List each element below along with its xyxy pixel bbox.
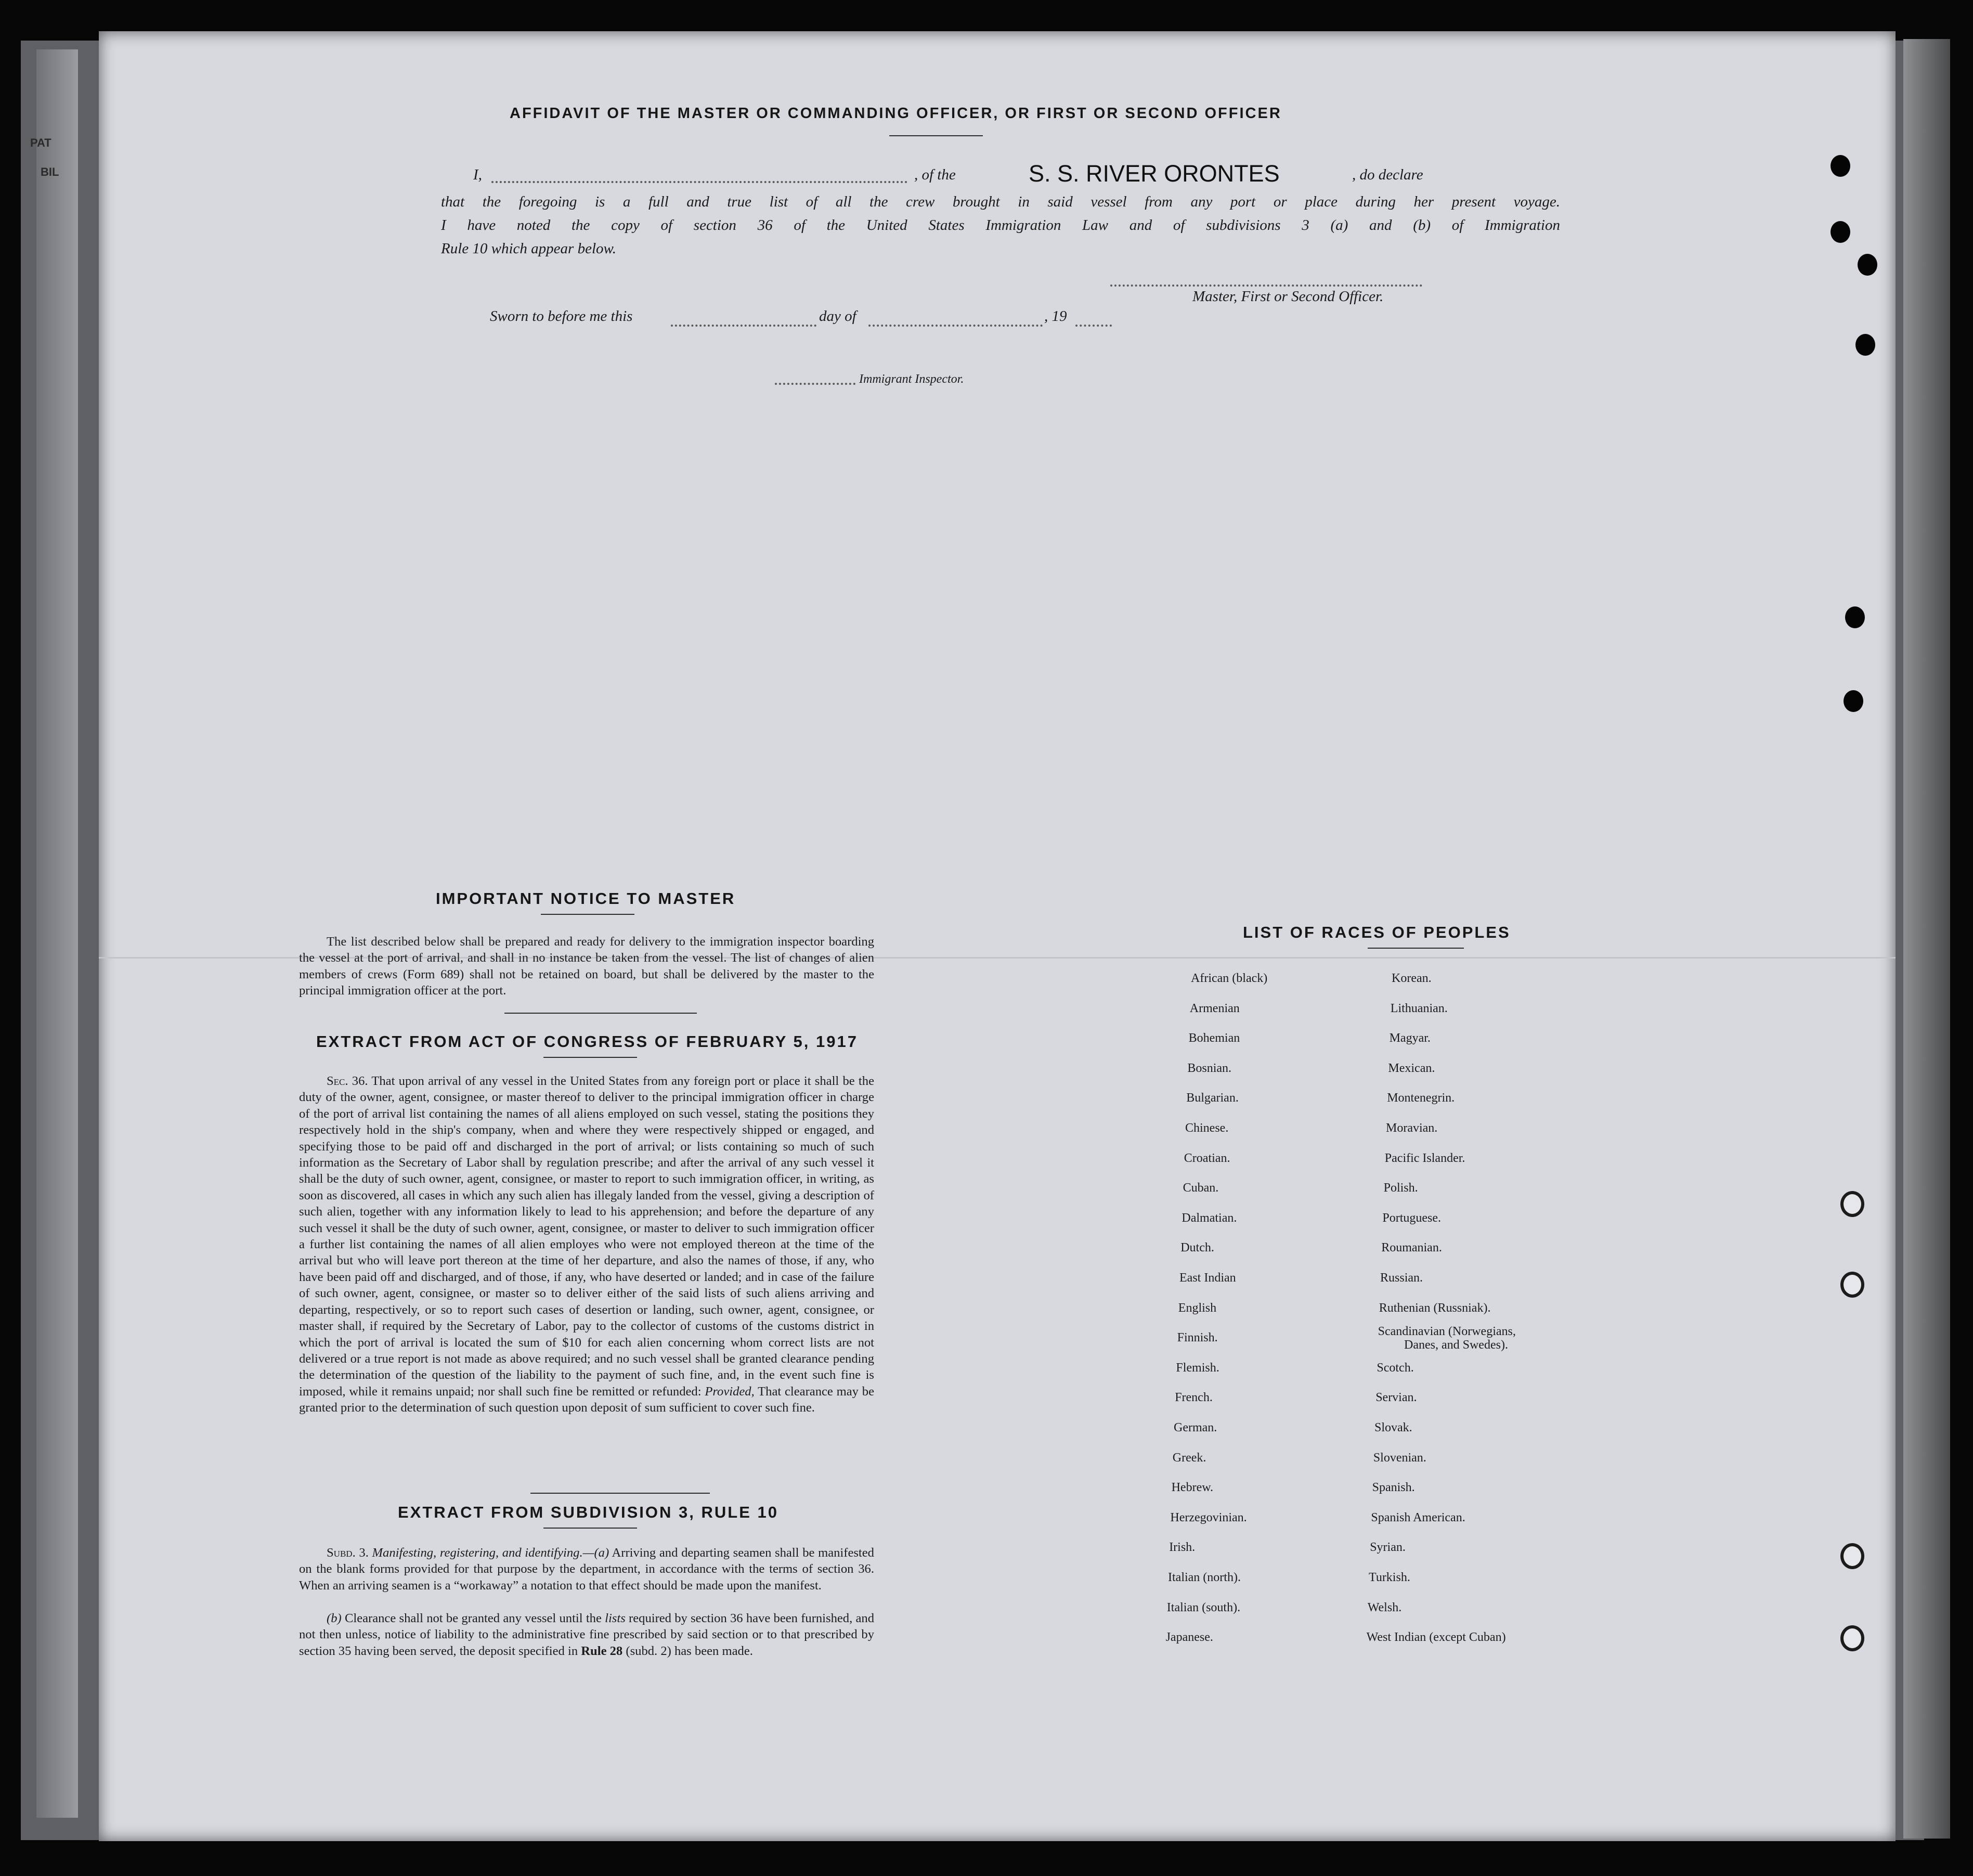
binder-ring: [1840, 1625, 1864, 1651]
race-right-item: Scandinavian (Norwegians,: [1378, 1325, 1516, 1339]
race-left-item: Finnish.: [1177, 1331, 1218, 1345]
edge-label-1: PAT: [30, 136, 51, 149]
officer-title-label: Master, First or Second Officer.: [1192, 288, 1384, 305]
rule10-text-b3: (subd. 2) has been made.: [626, 1644, 753, 1658]
affidavit-title: AFFIDAVIT OF THE MASTER OR COMMANDING OFFICER, OR FIRST OR SECOND OFFICER: [510, 105, 1282, 122]
binder-hole: [1855, 334, 1875, 356]
binder-ring: [1840, 1191, 1864, 1217]
race-left-item: English: [1178, 1301, 1217, 1315]
race-left-item: Irish.: [1169, 1541, 1196, 1555]
affidavit-i-label: I,: [473, 166, 482, 183]
race-left-item: Chinese.: [1185, 1121, 1229, 1135]
race-right-item: Pacific Islander.: [1384, 1151, 1465, 1165]
rule10-text-a: Arriving and departing seamen shall be manifested on the blank forms provided for that purpose by the department, in accordance with the terms of section 36. When an arriving seamen is a “workaway” a notation to that effect should be made upon the manifest.: [299, 1546, 874, 1593]
act-section-36: [299, 1073, 874, 1416]
race-right-item: Spanish.: [1372, 1481, 1415, 1495]
race-left-item: Dutch.: [1180, 1241, 1214, 1255]
rule10-text-b2: required by section 36 have been furnished, and not then unless, notice of liability to the administrative fine prescribed by said section or to that prescribed by section 35 having been served, the deposit specified in: [299, 1611, 875, 1658]
edge-label-2: BIL: [41, 165, 59, 178]
race-right-item: Slovak.: [1374, 1421, 1412, 1434]
rule10-para-b: [299, 1610, 874, 1659]
sworn-year-blank[interactable]: [1075, 325, 1112, 327]
race-right-item: Korean.: [1392, 972, 1432, 985]
race-left-item: Bulgarian.: [1186, 1091, 1239, 1105]
race-left-item: East Indian: [1179, 1271, 1236, 1285]
section-label: Sec. 36.: [327, 1074, 368, 1088]
race-left-item: French.: [1175, 1391, 1213, 1405]
underlying-page-edge: [36, 49, 78, 1818]
race-right-item: Portuguese.: [1382, 1211, 1442, 1225]
rule10-text-b1: Clearance shall not be granted any vessel until the: [344, 1611, 602, 1625]
binder-hole: [1844, 690, 1863, 712]
act-text: That upon arrival of any vessel in the United States from any foreign port or place it shall be the duty of the owner, agent, consignee, or master thereof to deliver to the principal immigration officer in charge of the port of arrival list containing the names of all aliens employed on such vessel, stating the positions they respectively hold in the ship's company, when and where they were respectively shipped or engaged, and specifying those to be paid off and discharged in the port of arrival; or lists containing so much of such information as the Secretary of Labor shall by regulation prescribe; and after the arrival of any such vessel it shall be the duty of such owner, agent, consignee, or master to report to such immigration officer, in writing, as soon as discovered, all cases in which any such alien has illegaly landed from the vessel, giving a description of such alien, together with any information likely to lead to his apprehension; and before the departure of any such vessel it shall be the duty of such owner, agent, consignee, or master to deliver to such immigration officer a further list containing the names of all alien employes who were not employed thereon at the time of the arrival but who will leave port thereon at the time of her departure, and also the names of those, if any, who have been paid off and discharged, and of those, if any, who have deserted or landed; and in case of the failure of such owner, agent, consignee, or master so to deliver either of the said lists of such aliens arriving and departing, respectively, or so to report such cases of desertion or landing, such owner, agent, consignee, or master shall, if required by the Secretary of Labor, pay to the collector of customs of the customs district in which the port of arrival is located the sum of $10 for each alien concerning whom correct lists are not delivered or a true report is not made as above required; and no such vessel shall be granted clearance pending the determination of the question of the liability to the payment of such fine, and, in the event such fine is imposed, while it remains unpaid; nor shall such fine be remitted or refunded:: [299, 1074, 874, 1399]
race-right-item: West Indian (except Cuban): [1366, 1631, 1506, 1645]
subd-italic: Manifesting, registering, and identifying.—(a): [372, 1546, 609, 1560]
race-right-item: Montenegrin.: [1387, 1091, 1455, 1105]
race-left-item: Cuban.: [1183, 1181, 1219, 1195]
race-left-item: Herzegovinian.: [1170, 1510, 1247, 1524]
of-the-label: , of the: [914, 166, 956, 183]
race-right-item: Turkish.: [1369, 1571, 1410, 1584]
race-left-item: Japanese.: [1165, 1631, 1213, 1645]
race-left-item: Croatian.: [1184, 1151, 1230, 1165]
race-right-item: Servian.: [1375, 1391, 1417, 1405]
race-right-item: Spanish American.: [1371, 1510, 1465, 1524]
provided-label: Provided,: [705, 1384, 755, 1399]
lists-word: lists: [605, 1611, 626, 1625]
rule10-para-a: [299, 1545, 874, 1594]
notice-title: IMPORTANT NOTICE TO MASTER: [436, 889, 736, 908]
year-prefix-label: , 19: [1044, 308, 1067, 325]
race-left-item: Bohemian: [1188, 1031, 1240, 1045]
binder-hole: [1845, 606, 1865, 628]
sworn-month-blank[interactable]: [868, 325, 1043, 327]
race-right-item: Welsh.: [1367, 1600, 1402, 1614]
page-stack-edge: [1903, 39, 1950, 1839]
act-title-rule: [543, 1057, 637, 1058]
rule10-title-rule: [543, 1528, 637, 1529]
race-right-item: Syrian.: [1370, 1541, 1406, 1555]
sworn-day-blank[interactable]: [671, 325, 816, 327]
race-right-item: Slovenian.: [1373, 1451, 1426, 1465]
race-left-item: Hebrew.: [1171, 1481, 1213, 1495]
race-left-item: Italian (north).: [1168, 1571, 1241, 1584]
race-left-item: Dalmatian.: [1182, 1211, 1237, 1225]
binder-hole: [1858, 254, 1877, 276]
affidavit-line-3: I have noted the copy of section 36 of the United States Immigration Law and of subdivisions 3 (a) and (b) of Immigration: [441, 217, 1560, 234]
subd-label: Subd. 3.: [327, 1546, 369, 1560]
race-left-item: African (black): [1191, 972, 1268, 985]
affidavit-line-4: Rule 10 which appear below.: [441, 240, 616, 257]
race-right-item: Lithuanian.: [1390, 1001, 1448, 1015]
race-right-item: Scotch.: [1377, 1361, 1414, 1375]
sworn-label: Sworn to before me this: [490, 308, 633, 325]
notice-title-rule: [541, 914, 634, 915]
races-title-rule: [1368, 948, 1464, 949]
document-page: [99, 31, 1896, 1841]
ship-name: S. S. RIVER ORONTES: [1029, 160, 1280, 187]
race-right-item: Mexican.: [1388, 1061, 1435, 1075]
officer-signature-blank[interactable]: [1110, 284, 1422, 287]
b-label: (b): [327, 1611, 342, 1625]
act-separator: [530, 1493, 710, 1494]
rule28-label: Rule 28: [581, 1644, 623, 1658]
do-declare-label: , do declare: [1352, 166, 1423, 183]
rule10-title: EXTRACT FROM SUBDIVISION 3, RULE 10: [398, 1503, 778, 1521]
race-right-item: Magyar.: [1389, 1031, 1431, 1045]
race-left-item: Bosnian.: [1187, 1061, 1232, 1075]
binder-ring: [1840, 1272, 1864, 1298]
act-title: EXTRACT FROM ACT OF CONGRESS OF FEBRUARY 5, 1917: [316, 1032, 858, 1051]
notice-separator: [504, 1013, 697, 1014]
race-right-item: Danes, and Swedes).: [1404, 1338, 1508, 1352]
binder-ring: [1840, 1543, 1864, 1569]
race-right-item: Ruthenian (Russniak).: [1379, 1301, 1491, 1315]
day-of-label: day of: [819, 308, 856, 325]
races-title: LIST OF RACES OF PEOPLES: [1243, 923, 1511, 941]
race-right-item: Roumanian.: [1381, 1241, 1442, 1255]
affidavit-line-2: that the foregoing is a full and true list of all the crew brought in said vessel from any port or place during her present voyage.: [441, 193, 1560, 210]
race-left-item: Greek.: [1172, 1451, 1206, 1465]
inspector-label: Immigrant Inspector.: [859, 372, 964, 386]
officer-name-blank[interactable]: [491, 181, 907, 183]
race-left-item: Italian (south).: [1166, 1600, 1241, 1614]
race-right-item: Polish.: [1383, 1181, 1418, 1195]
notice-text: The list described below shall be prepared and ready for delivery to the immigration inspector boarding the vessel at the port of arrival, and shall in no instance be taken from the vessel. The list of changes of alien members of crews (Form 689) shall not be retained on board, but shall be delivered by the master to the principal immigration officer at the port.: [299, 935, 874, 998]
act-text-end: That clearance may be granted prior to the determination of such question upon deposit of sum sufficient to cover such fine.: [299, 1384, 874, 1415]
race-right-item: Russian.: [1380, 1271, 1423, 1285]
affidavit-title-rule: [889, 135, 983, 136]
inspector-signature-blank[interactable]: [775, 383, 855, 385]
race-left-item: Armenian: [1189, 1001, 1240, 1015]
race-left-item: German.: [1174, 1421, 1217, 1434]
binder-hole: [1831, 221, 1850, 243]
race-right-item: Moravian.: [1386, 1121, 1438, 1135]
race-left-item: Flemish.: [1176, 1361, 1219, 1375]
binder-hole: [1831, 155, 1850, 177]
